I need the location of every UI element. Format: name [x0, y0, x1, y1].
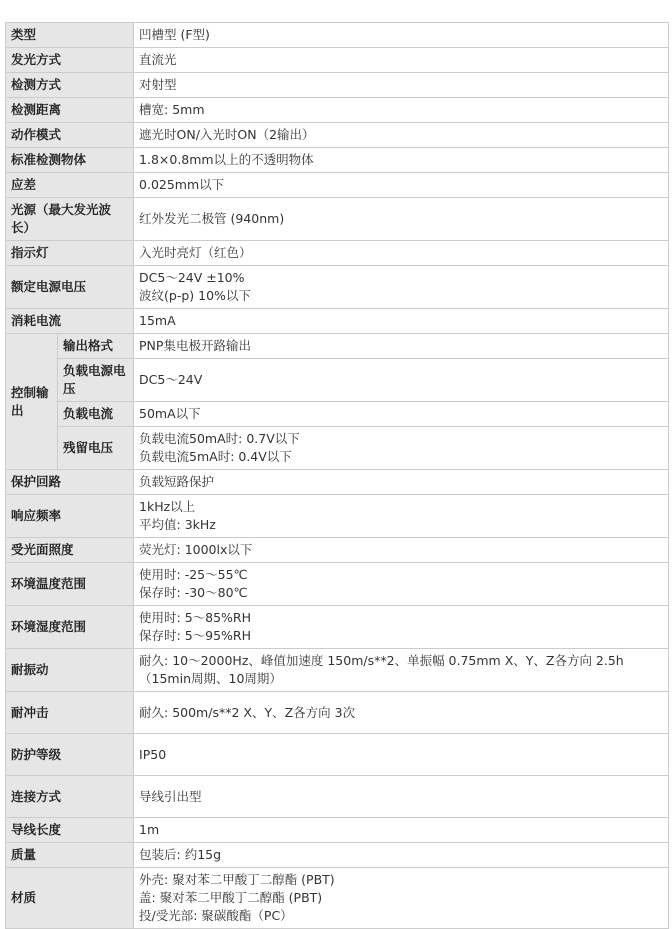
spec-value	[134, 538, 669, 563]
table-row	[6, 606, 669, 649]
table-row	[6, 48, 669, 73]
spec-value-line: 使用时: 5～85%RH	[139, 610, 252, 625]
table-row	[6, 563, 669, 606]
table-row	[6, 692, 669, 734]
spec-value	[134, 73, 669, 98]
spec-value-line: 0.025mm以下	[139, 177, 225, 192]
spec-value-line: 使用时: -25～55℃	[139, 567, 248, 582]
spec-label: 动作模式	[6, 123, 134, 148]
spec-label: 保护回路	[6, 470, 134, 495]
spec-value	[134, 359, 669, 402]
spec-value-line: 包装后: 约15g	[139, 847, 222, 862]
spec-value-line: 1kHz以上	[139, 499, 196, 514]
table-row	[6, 173, 669, 198]
table-row	[6, 868, 669, 929]
table-row	[6, 470, 669, 495]
table-row	[6, 427, 669, 470]
table-row	[6, 309, 669, 334]
spec-value-line: 平均值: 3kHz	[139, 517, 216, 532]
spec-value-line: 遮光时ON/入光时ON（2输出）	[139, 127, 315, 142]
spec-label: 耐冲击	[6, 692, 134, 734]
spec-table-body	[6, 23, 669, 929]
spec-label: 残留电压	[58, 427, 134, 470]
spec-label: 光源（最大发光波长）	[6, 198, 134, 241]
table-row	[6, 734, 669, 776]
table-row	[6, 495, 669, 538]
table-row	[6, 23, 669, 48]
table-row	[6, 98, 669, 123]
spec-label: 负载电源电压	[58, 359, 134, 402]
table-row	[6, 776, 669, 818]
spec-value	[134, 470, 669, 495]
spec-value-line: IP50	[139, 746, 167, 762]
spec-value	[134, 334, 669, 359]
spec-value	[134, 868, 669, 929]
spec-value-line: 外壳: 聚对苯二甲酸丁二醇酯 (PBT)	[139, 872, 335, 887]
table-row	[6, 123, 669, 148]
spec-value-line: 直流光	[139, 52, 177, 67]
spec-value	[134, 23, 669, 48]
spec-value	[134, 495, 669, 538]
spec-value-line: 入光时亮灯（红色）	[139, 245, 252, 260]
table-row	[6, 334, 669, 359]
spec-label: 负载电流	[58, 402, 134, 427]
table-row	[6, 402, 669, 427]
spec-value	[134, 427, 669, 470]
table-row	[6, 538, 669, 563]
table-row	[6, 266, 669, 309]
spec-label: 额定电源电压	[6, 266, 134, 309]
spec-value-line: 负载电流5mA时: 0.4V以下	[139, 449, 292, 464]
spec-value	[134, 148, 669, 173]
spec-value-line: 波纹(p-p) 10%以下	[139, 288, 251, 303]
spec-label: 输出格式	[58, 334, 134, 359]
spec-value	[134, 123, 669, 148]
spec-value-line: 盖: 聚对苯二甲酸丁二醇酯 (PBT)	[139, 890, 323, 905]
table-row	[6, 818, 669, 843]
spec-value	[134, 98, 669, 123]
spec-label: 应差	[6, 173, 134, 198]
spec-value-line: 槽宽: 5mm	[139, 102, 205, 117]
spec-value-line: 耐久: 10～2000Hz、峰值加速度 150m/s**2、单振幅 0.75mm X、Y、Z各方向 2.5h（15min周期、10周期）	[139, 653, 624, 686]
spec-value-line: 15mA	[139, 313, 176, 328]
spec-value	[134, 606, 669, 649]
spec-value-line: 保存时: 5～95%RH	[139, 628, 252, 643]
spec-label: 指示灯	[6, 241, 134, 266]
spec-label: 受光面照度	[6, 538, 134, 563]
spec-label: 检测距离	[6, 98, 134, 123]
spec-value	[134, 309, 669, 334]
spec-label: 耐振动	[6, 649, 134, 692]
spec-value	[134, 734, 669, 776]
spec-value-line: 50mA以下	[139, 406, 201, 421]
spec-value	[134, 402, 669, 427]
spec-label: 质量	[6, 843, 134, 868]
spec-group-label: 控制输出	[6, 334, 58, 470]
spec-value-line: 耐久: 500m/s**2 X、Y、Z各方向 3次	[139, 704, 356, 720]
spec-table	[5, 22, 669, 929]
spec-value	[134, 48, 669, 73]
spec-value-line: 1.8×0.8mm以上的不透明物体	[139, 152, 314, 167]
spec-value	[134, 776, 669, 818]
spec-value	[134, 843, 669, 868]
spec-value	[134, 818, 669, 843]
spec-value-line: 荧光灯: 1000lx以下	[139, 542, 253, 557]
spec-value	[134, 563, 669, 606]
table-row	[6, 649, 669, 692]
spec-value-line: 负载电流50mA时: 0.7V以下	[139, 431, 300, 446]
table-row	[6, 241, 669, 266]
spec-value-line: 保存时: -30～80℃	[139, 585, 248, 600]
spec-value-line: PNP集电极开路输出	[139, 338, 251, 353]
spec-value	[134, 692, 669, 734]
spec-label: 环境湿度范围	[6, 606, 134, 649]
spec-value	[134, 649, 669, 692]
table-row	[6, 198, 669, 241]
spec-label: 类型	[6, 23, 134, 48]
spec-value-line: 导线引出型	[139, 788, 202, 804]
spec-label: 材质	[6, 868, 134, 929]
spec-value	[134, 241, 669, 266]
spec-value-line: 对射型	[139, 77, 177, 92]
spec-value	[134, 173, 669, 198]
spec-value	[134, 266, 669, 309]
spec-value-line: DC5～24V ±10%	[139, 270, 245, 285]
spec-label: 消耗电流	[6, 309, 134, 334]
spec-value-line: 凹槽型 (F型)	[139, 27, 210, 42]
spec-value	[134, 198, 669, 241]
spec-value-line: 1m	[139, 822, 160, 837]
table-row	[6, 148, 669, 173]
spec-value-line: 红外发光二极管 (940nm)	[139, 211, 285, 226]
spec-value-line: 投/受光部: 聚碳酸酯（PC）	[139, 908, 293, 923]
spec-label: 防护等级	[6, 734, 134, 776]
table-row	[6, 843, 669, 868]
spec-label: 检测方式	[6, 73, 134, 98]
table-row	[6, 359, 669, 402]
spec-value-line: 负载短路保护	[139, 474, 215, 489]
spec-label: 导线长度	[6, 818, 134, 843]
spec-label: 标准检测物体	[6, 148, 134, 173]
spec-label: 环境温度范围	[6, 563, 134, 606]
table-row	[6, 73, 669, 98]
spec-label: 连接方式	[6, 776, 134, 818]
spec-label: 响应频率	[6, 495, 134, 538]
spec-label: 发光方式	[6, 48, 134, 73]
spec-value-line: DC5～24V	[139, 372, 203, 387]
